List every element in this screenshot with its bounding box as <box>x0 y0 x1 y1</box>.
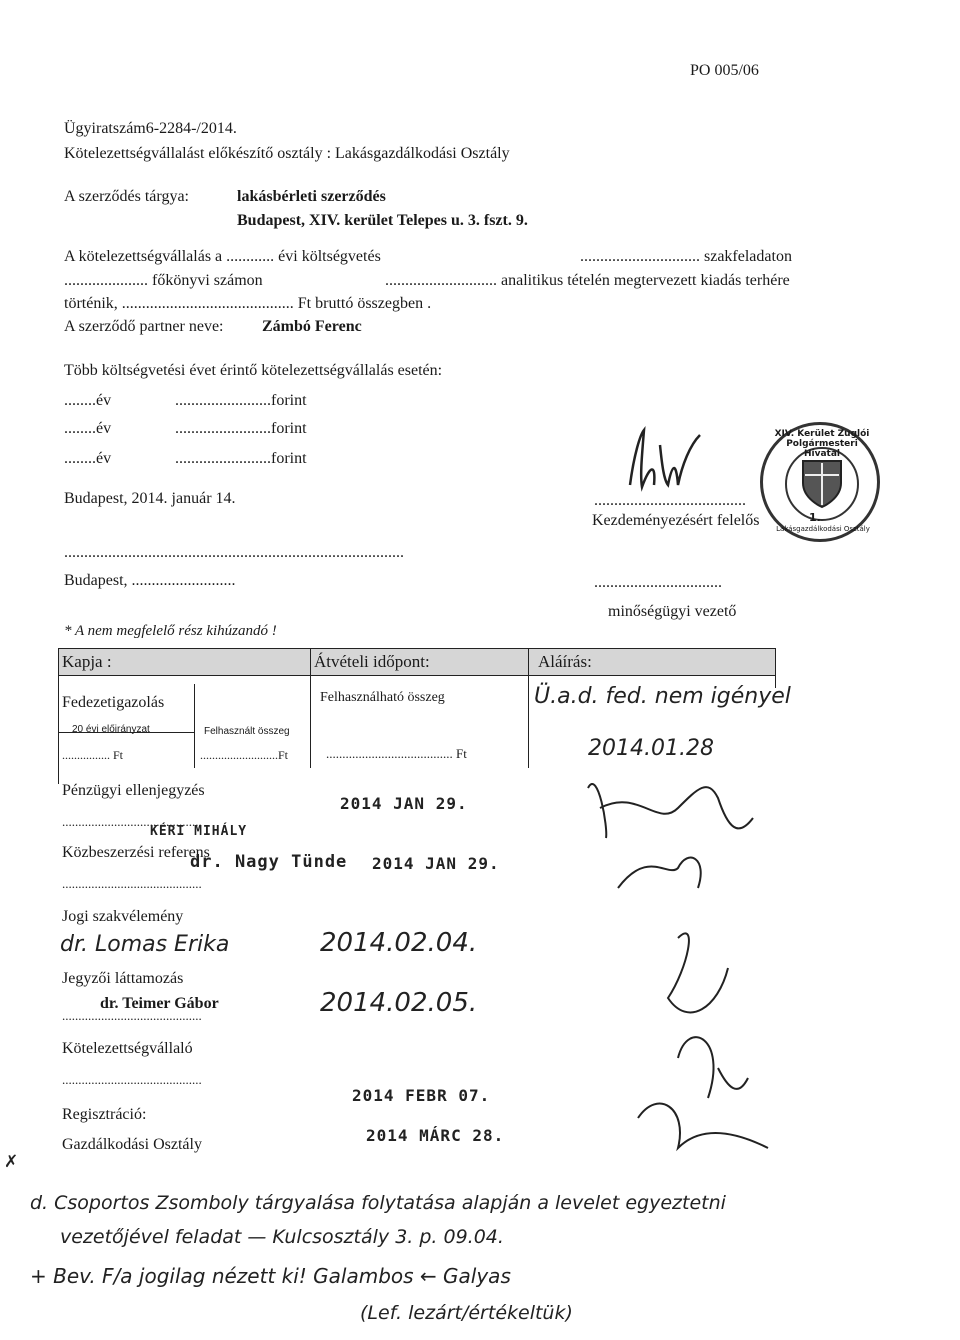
year-row-3-year: ........év <box>64 450 112 467</box>
gazdalkodasi-label: Gazdálkodási Osztály <box>62 1136 202 1153</box>
partner-name: Zámbó Ferenc <box>262 318 362 335</box>
keri-mihaly-stamp: KÉRI MIHÁLY <box>150 824 248 839</box>
kozbeszerzesi-dots: ........................................... <box>62 876 202 891</box>
bottom-note-2: vezetőjével feladat — Kulcsosztály 3. p. 09.04. <box>60 1226 504 1248</box>
header-atveteli: Átvételi időpont: <box>314 652 430 671</box>
evi-eloiranyzat-label: 20 évi előirányzat <box>72 724 150 735</box>
routing-table <box>58 648 791 1160</box>
kotelezett-label: Kötelezettségvállaló <box>62 1040 193 1057</box>
initiator-label: Kezdeményezésért felelős <box>592 512 760 529</box>
header-alairas: Aláírás: <box>538 652 592 671</box>
handwritten-date-a: 2014.01.28 <box>588 736 714 761</box>
handwritten-date-c: 2014.02.05. <box>320 988 478 1018</box>
bottom-note-1: d. Csoportos Zsomboly tárgyalása folytatása alapján a levelet egyeztetni <box>30 1192 726 1214</box>
nagy-tunde-stamp: dr. Nagy Tünde <box>190 852 348 872</box>
handwritten-jogi-name: dr. Lomas Erika <box>60 932 230 957</box>
table-inner-divider <box>194 684 195 768</box>
coat-of-arms-icon <box>799 455 845 511</box>
quality-manager-label: minőségügyi vezető <box>608 603 737 620</box>
regisztracio-label: Regisztráció: <box>62 1106 147 1123</box>
handwritten-x-mark: ✗ <box>4 1152 19 1172</box>
date-stamp-4: 2014 MÁRC 28. <box>366 1126 505 1145</box>
budget-line-3: történik, ........................................... Ft bruttó összegben . <box>64 295 432 312</box>
year-row-1-year: ........év <box>64 392 112 409</box>
date-stamp-2: 2014 JAN 29. <box>372 854 500 873</box>
handwritten-note-alairas: Ü.a.d. fed. nem igényel <box>534 684 791 709</box>
quality-dots: ................................ <box>594 574 722 591</box>
fedezet-label: Fedezetigazolás <box>62 694 165 711</box>
initiator-signature <box>620 425 720 495</box>
year-row-2-amount: ........................forint <box>175 420 307 437</box>
jegyzoi-name: dr. Teimer Gábor <box>100 995 219 1012</box>
kozbeszerzesi-label: Közbeszerzési referens <box>62 844 210 861</box>
partner-label: A szerződő partner neve: <box>64 318 224 335</box>
multi-year-heading: Több költségvetési évet érintő kötelezettségvállalás esetén: <box>64 362 443 379</box>
table-right-border <box>775 648 776 688</box>
date-stamp-1: 2014 JAN 29. <box>340 794 468 813</box>
penzugyi-dots: ........................................... <box>62 814 202 829</box>
date-stamp-3: 2014 FEBR 07. <box>352 1086 491 1105</box>
table-divider-1 <box>310 648 311 768</box>
header-kapja: Kapja : <box>62 652 112 671</box>
bottom-note-4: (Lef. lezárt/értékeltük) <box>360 1302 573 1324</box>
jegyzoi-label: Jegyzői láttamozás <box>62 970 184 987</box>
felhasznalt-label: Felhasznált összeg <box>204 726 290 737</box>
felhasznalhato-label: Felhasználható összeg <box>320 690 445 705</box>
bottom-note-3: + Bev. F/a jogilag nézett ki! Galambos ← Galyas <box>30 1264 511 1288</box>
kotelezett-dots: ........................................... <box>62 1072 202 1087</box>
table-left-border <box>58 648 59 784</box>
initiator-dots: ...................................... <box>594 492 746 509</box>
subject-label: A szerződés tárgya: <box>64 188 189 205</box>
budapest-line: Budapest, .......................... <box>64 572 236 589</box>
handwritten-date-b: 2014.02.04. <box>320 928 478 958</box>
seal-number: 1. <box>809 511 821 524</box>
budget-line-1a: A kötelezettségvállalás a ............ évi költségvetés <box>64 248 381 265</box>
document-code: PO 005/06 <box>690 62 759 79</box>
office-seal <box>760 422 880 542</box>
long-dotted-line: ..................................................................................... <box>64 544 404 561</box>
table-divider-2 <box>528 648 529 768</box>
signatures-column <box>578 768 778 1158</box>
preparing-department: Kötelezettségvállalást előkészítő osztály : Lakásgazdálkodási Osztály <box>64 145 510 162</box>
year-row-1-amount: ........................forint <box>175 392 307 409</box>
jegyzoi-dots: ........................................... <box>62 1008 202 1023</box>
budget-line-2a: ..................... főkönyvi számon <box>64 272 263 289</box>
budget-line-2b: ............................ analitikus tételén megtervezett kiadás terhére <box>385 272 790 289</box>
year-row-3-amount: ........................forint <box>175 450 307 467</box>
ft-field-2: ..........................Ft <box>200 748 289 762</box>
case-number: Ügyiratszám6-2284-/2014. <box>64 120 237 137</box>
year-row-2-year: ........év <box>64 420 112 437</box>
penzugyi-label: Pénzügyi ellenjegyzés <box>62 782 205 799</box>
subject-line-1: lakásbérleti szerződés <box>237 188 386 205</box>
subject-line-2: Budapest, XIV. kerület Telepes u. 3. fszt. 9. <box>237 212 528 229</box>
date-line: Budapest, 2014. január 14. <box>64 490 236 507</box>
jogi-label: Jogi szakvélemény <box>62 908 184 925</box>
seal-text-mid: Lakásgazdálkodási Osztály <box>776 525 870 533</box>
budget-line-1b: .............................. szakfeladaton <box>580 248 792 265</box>
ft-field-3: ....................................... Ft <box>326 746 467 761</box>
footnote: * A nem megfelelő rész kihúzandó ! <box>64 623 277 639</box>
ft-field-1: ................ Ft <box>62 748 124 762</box>
seal-text-top: XIV. Kerület Zuglói Polgármesteri Hivatal <box>774 429 870 459</box>
